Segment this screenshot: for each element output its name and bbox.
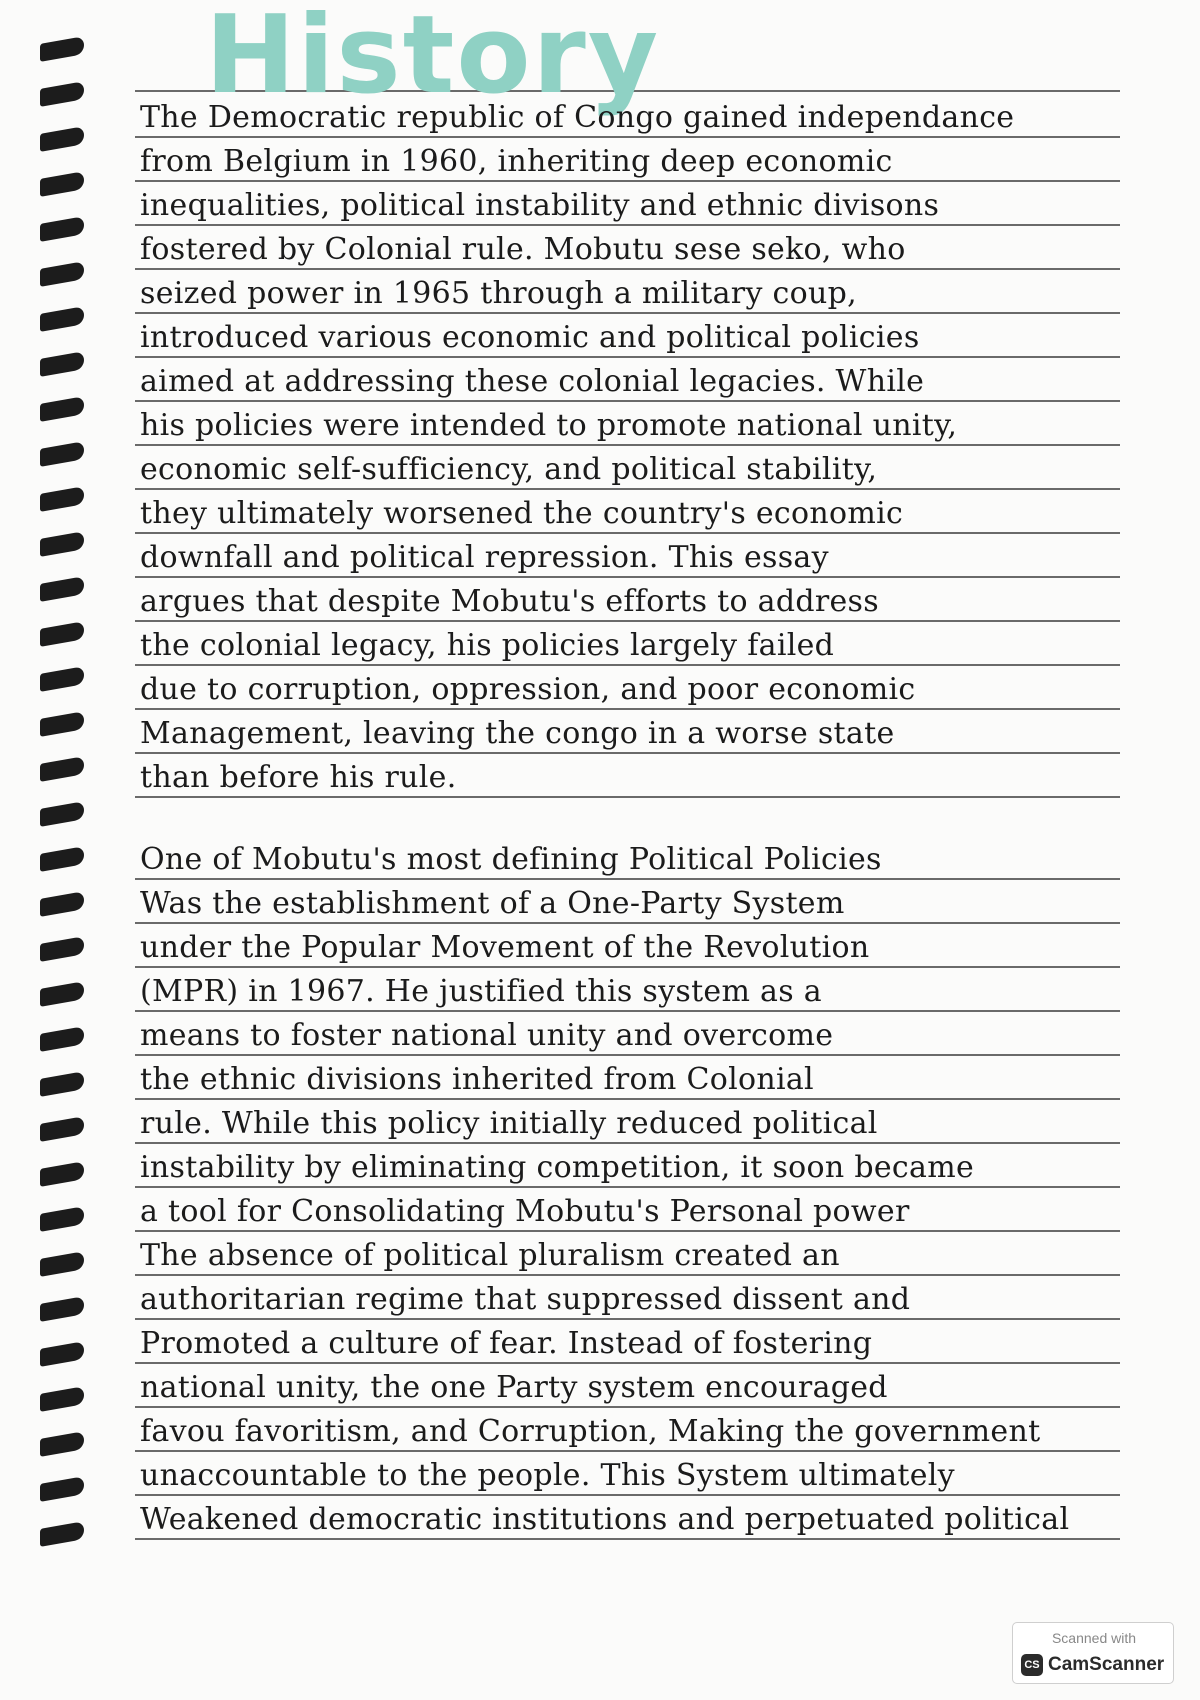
binding-ring (40, 396, 84, 422)
binding-ring (40, 1431, 84, 1457)
text-line: national unity, the one Party system encouraged (140, 1370, 888, 1405)
binding-ring (40, 1521, 84, 1547)
binding-ring (40, 261, 84, 287)
text-line: they ultimately worsened the country's economic (140, 496, 904, 531)
page-title: History (205, 0, 661, 118)
binding-ring (40, 981, 84, 1007)
text-line: authoritarian regime that suppressed dissent and (140, 1282, 911, 1317)
binding-ring (40, 801, 84, 827)
text-line: due to corruption, oppression, and poor economic (140, 672, 916, 707)
binding-ring (40, 531, 84, 557)
binding-ring (40, 306, 84, 332)
binding-ring (40, 1071, 84, 1097)
text-line: downfall and political repression. This essay (140, 540, 829, 575)
binding-ring (40, 711, 84, 737)
binding-ring (40, 1386, 84, 1412)
binding-ring (40, 1251, 84, 1277)
text-line: economic self-sufficiency, and political stability, (140, 452, 878, 487)
binding-ring (40, 36, 84, 62)
text-line: fostered by Colonial rule. Mobutu sese seko, who (140, 232, 906, 267)
text-line: Promoted a culture of fear. Instead of fostering (140, 1326, 873, 1361)
watermark-caption: Scanned with (1051, 1630, 1137, 1646)
text-line: under the Popular Movement of the Revolution (140, 930, 870, 965)
binding-ring (40, 1026, 84, 1052)
binding-ring (40, 441, 84, 467)
text-line: introduced various economic and political policies (140, 320, 920, 355)
binding-ring (40, 1206, 84, 1232)
text-line: favou favoritism, and Corruption, Making the government (140, 1414, 1041, 1449)
camscanner-logo-icon: CS (1021, 1654, 1043, 1676)
watermark-brand: CamScanner (1048, 1654, 1165, 1675)
text-line: The absence of political pluralism created an (140, 1238, 840, 1273)
binding-ring (40, 216, 84, 242)
binding-ring (40, 1341, 84, 1367)
binding-ring (40, 846, 84, 872)
text-line: his policies were intended to promote national unity, (140, 408, 958, 443)
binding-ring (40, 1116, 84, 1142)
text-line: Weakened democratic institutions and perpetuated political (140, 1502, 1070, 1537)
text-line: than before his rule. (140, 760, 457, 795)
text-line: (MPR) in 1967. He justified this system as a (140, 974, 822, 1009)
binding-ring (40, 171, 84, 197)
text-line: The Democratic republic of Congo gained independance (140, 100, 1015, 135)
binding-ring (40, 1296, 84, 1322)
text-line: unaccountable to the people. This System ultimately (140, 1458, 955, 1493)
spiral-binding (40, 40, 92, 1560)
text-line: rule. While this policy initially reduced political (140, 1106, 878, 1141)
text-line: seized power in 1965 through a military coup, (140, 276, 857, 311)
text-line: instability by eliminating competition, it soon became (140, 1150, 975, 1185)
binding-ring (40, 936, 84, 962)
binding-ring (40, 351, 84, 377)
binding-ring (40, 756, 84, 782)
text-line: Management, leaving the congo in a worse state (140, 716, 895, 751)
binding-ring (40, 576, 84, 602)
binding-ring (40, 486, 84, 512)
text-line: the colonial legacy, his policies largely failed (140, 628, 835, 663)
text-line: from Belgium in 1960, inheriting deep economic (140, 144, 893, 179)
text-line: One of Mobutu's most defining Political Policies (140, 842, 882, 877)
text-line: the ethnic divisions inherited from Colonial (140, 1062, 814, 1097)
binding-ring (40, 891, 84, 917)
text-line: a tool for Consolidating Mobutu's Personal power (140, 1194, 910, 1229)
binding-ring (40, 621, 84, 647)
binding-ring (40, 126, 84, 152)
essay-paragraph-one-party-system (140, 838, 1130, 1542)
text-line: Was the establishment of a One-Party System (140, 886, 845, 921)
binding-ring (40, 1476, 84, 1502)
binding-ring (40, 666, 84, 692)
camscanner-watermark (1012, 1622, 1174, 1684)
text-line: means to foster national unity and overcome (140, 1018, 834, 1053)
binding-ring (40, 81, 84, 107)
text-line: argues that despite Mobutu's efforts to address (140, 584, 879, 619)
binding-ring (40, 1161, 84, 1187)
text-line: inequalities, political instability and ethnic divisons (140, 188, 940, 223)
essay-paragraph-introduction (140, 96, 1130, 800)
text-line: aimed at addressing these colonial legacies. While (140, 364, 925, 399)
